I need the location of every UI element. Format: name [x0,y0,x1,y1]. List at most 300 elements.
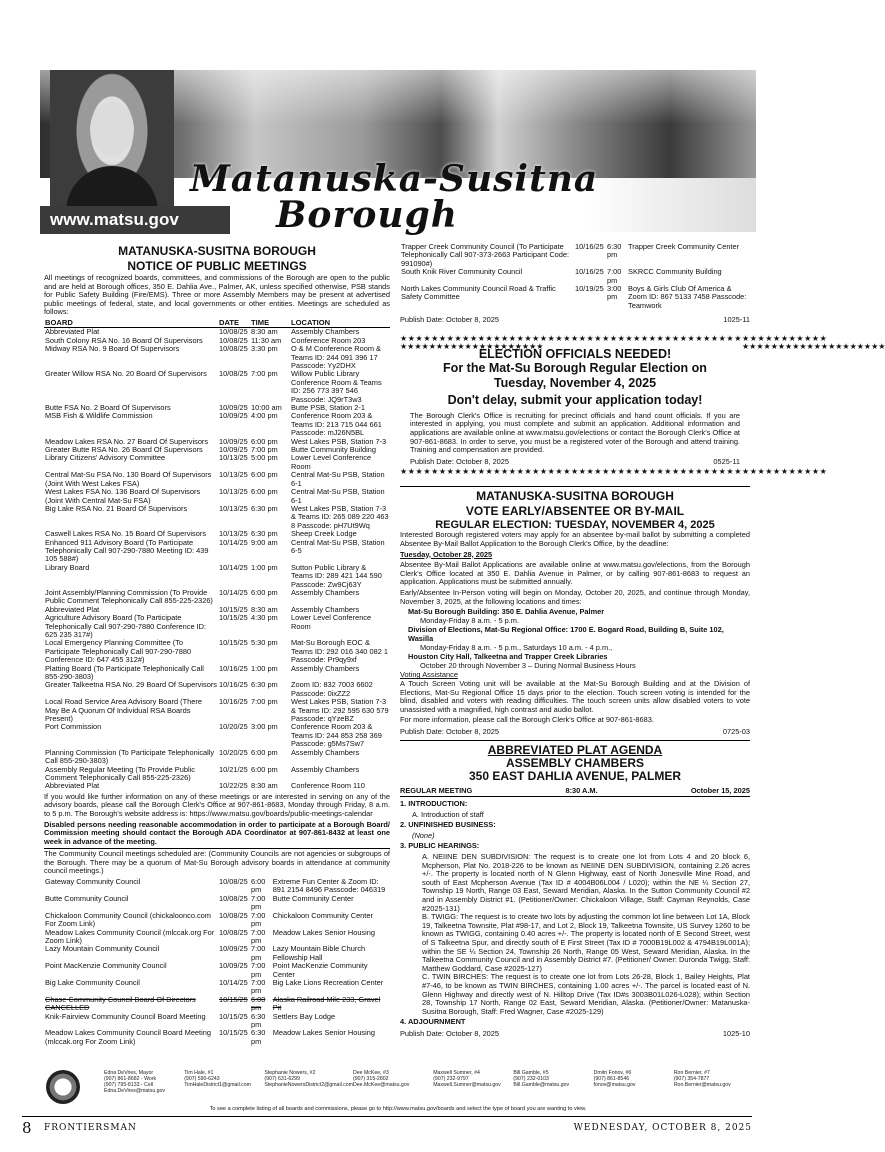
table-row [44,878,390,895]
board-name: Local Emergency Planning Committee (To Participate Telephonically Call 907-290-7880 Conference ID: 647 455 312#) [45,638,192,665]
member-line: Tim Hale, #1 [184,1070,214,1076]
meeting-location: Chickaloon Community Center [272,910,373,920]
election-publish-line [410,458,740,467]
meeting-date: 10/13/25 [219,470,248,480]
meeting-date: 10/14/25 [219,587,248,597]
meeting-date: 10/09/25 [219,944,248,954]
vote-deadline: Tuesday, October 28, 2025 [400,549,493,559]
board-name: Local Road Service Area Advisory Board (There May Be A Quorum Of Individual RSA Boards Present) [45,697,202,724]
board-name: Abbreviated Plat [45,781,100,791]
meeting-date: 10/21/25 [219,764,248,774]
meeting-time: 1:00 pm [251,562,278,572]
board-name: Lazy Mountain Community Council [45,944,160,954]
plat-publish-line [400,1030,750,1039]
meeting-date: 10/13/25 [219,503,248,513]
meetings-table [44,319,390,791]
vote-title: MATANUSKA-SUSITNA BOROUGH [476,489,674,504]
member-contact [513,1070,593,1094]
meeting-date: 10/16/25 [219,697,248,707]
member-line: (907) 232-0103 [513,1076,549,1082]
publish-date: Publish Date: October 8, 2025 [400,726,500,736]
meeting-location: Lower Level Conference Room [291,453,372,471]
info-paragraph: If you would like further information on any of these meetings or are interested in serving on any of the advisory boards, please call the Borough Clerk's Office at 907-861-8683, Monday through Friday, 8 a.m. to 5 p.m. The Borough's website address is: https://www.matsu.gov/boards/public-meetings-calendar [44,791,390,818]
table-row [44,665,390,682]
agenda-item: 4. ADJOURNMENT [400,1017,466,1027]
member-line: Ron.Bernier@matsu.gov [673,1082,731,1088]
meeting-time: 6:30 pm [251,529,278,539]
meeting-time: 7:00 pm [251,697,278,707]
meeting-date: 10/08/25 [219,344,248,354]
meeting-time: 7:00 pm [251,893,266,912]
community-table-continued [400,243,750,310]
meeting-location: Lower Level Conference Room [291,613,372,631]
agenda-subitem: (None) [412,830,435,840]
election-headline: ELECTION OFFICIALS NEEDED! [478,346,672,361]
meeting-location: SKRCC Community Building [628,267,722,277]
plat-address: 350 EAST DAHLIA AVENUE, PALMER [468,769,682,784]
meeting-time: 7:00 pm [251,910,266,929]
meeting-time: 6:30 pm [251,1028,266,1046]
meeting-location: Meadow Lakes Senior Housing [272,927,375,937]
meeting-date: October 15, 2025 [690,786,750,796]
election-subhead-2: Tuesday, November 4, 2025 [493,375,657,390]
star-border-top: ★★★★★★★★★★★★★★★★★★★★★★★★★★★★★★★★★★★★★★★★★★★★★★★★★★★★★★★ [400,333,828,343]
meeting-time: 7:00 pm [251,977,266,996]
community-intro: The Community Council meetings scheduled are: (Community Councils are not agencies or subgroups of the Borough. There may be a quorum of Mat-Su Borough advisory boards in attendance at community council meetings.) [44,849,390,876]
board-name: Greater Butte RSA No. 26 Board Of Supervisors [45,445,203,455]
member-contact [433,1070,513,1094]
meeting-location: Extreme Fun Center & Zoom ID: 891 2154 8496 Passcode: 046319 [272,877,386,895]
board-name: Joint Assembly/Planning Commission (To Provide Public Comment Telephonically Call 855-225-2326) [45,587,213,606]
meeting-location: Central Mat-Su PSB, Station 6-1 [291,487,385,505]
table-row [400,243,750,268]
meeting-date: 10/09/25 [219,411,248,421]
meeting-time: 11:30 am [251,335,282,345]
vote-p2: Absentee By-Mail Ballot Applications are available online at www.matsu.gov/elections, from the Borough Clerk's Office located at 350 E. Dahlia Avenue in Palmer, or by calling 907-861-8683 to request an application. Applications must be submitted annually. [400,560,750,587]
meeting-time: 8:30 am [251,604,278,614]
meeting-location: Sutton Public Library & Teams ID: 289 421 144 590 Passcode: Zw9Cj63Y [291,562,382,589]
vote-locations [408,608,750,670]
meeting-date: 10/09/25 [219,403,248,413]
meeting-date: 10/16/25 [219,663,248,673]
member-line: (907) 590-6243 [184,1076,220,1082]
borough-title: Matanuska-Susitna [190,158,599,200]
board-name: Platting Board (To Participate Telephonically Call 855-290-3803) [45,663,204,682]
member-line: fonov@matsu.gov [593,1082,636,1088]
member-line: (907) 315-2802 [353,1076,389,1082]
boards-footnote: To see a complete listing of all boards and commissions, please go to http://www.matsu.gov/boards and select the type of board you are wanting to view. [209,1106,587,1112]
meeting-time: 1:00 pm [251,663,278,673]
meeting-time: 6:00 pm [251,470,278,480]
meeting-date: 10/15/25 [219,613,248,623]
member-line: Stephanie Nowers, #2 [264,1070,316,1076]
table-row [44,723,390,748]
meeting-location: Butte PSB, Station 2-1 [291,403,365,413]
agenda-item: 3. PUBLIC HEARINGS: [400,841,480,851]
meeting-location: Assembly Chambers [291,327,360,337]
col-board: BOARD [44,319,218,328]
meeting-date: 10/15/25 [219,1028,248,1038]
meeting-time: 8:30 A.M. [565,786,598,796]
table-row [44,412,390,437]
col-date: DATE [218,319,250,328]
meeting-location: Conference Room 110 [291,781,365,791]
table-row [400,285,750,310]
notice-intro: All meetings of recognized boards, committees, and commissions of the Borough are open to the public and are held at Borough offices, 350 E. Dahlia Ave., Palmer, AK, unless specified otherwise, PSB stands for Public Safety Building (Fire/EMS). Three or more Assembly Members may be present at advertised public meetings of federal, state, and local governments or other entities. Meetings are scheduled as follows: [44,273,390,317]
election-code: 0525-11 [713,456,740,466]
borough-footer [40,1066,756,1114]
meeting-location: Conference Room 203 [291,335,366,345]
table-row [44,979,390,996]
board-name: Abbreviated Plat [45,604,100,614]
meeting-time: 5:00 pm [251,453,278,463]
vote-election-date: REGULAR ELECTION: TUESDAY, NOVEMBER 4, 2025 [435,519,715,532]
divider [400,740,750,741]
meeting-location: Assembly Chambers [291,663,360,673]
meeting-time: 7:00 pm [251,445,278,455]
board-name: South Knik River Community Council [401,267,523,277]
meeting-location: Central Mat-Su PSB, Station 6-1 [291,470,385,488]
member-contact [674,1070,754,1094]
meeting-date: 10/13/25 [219,529,248,539]
meeting-time: 6:30 pm [251,1011,266,1029]
member-line: Bill.Gamble@matsu.gov [513,1082,570,1088]
hearing-c: C. TWIN BIRCHES: The request is to create one lot from Lots 26-28, Block 1, Bailey Heights, Plat #7-46, to be known as TWIN BIRCHES, containing 1.00 acres +/-. The parcel is located east of N. Glenn Highway and directly west of N. Hilltop Drive (Tax ID#s 3003B01L026-L028); within Section 28, Township 17 North, Range 02 East, Seward Meridian, Alaska. (Petitioner/Owner: Matanuska-Susitna Borough, Staff: Fred Wagner, Case #2025-129) [422,972,750,1016]
meeting-location: Trapper Creek Community Center [628,242,740,251]
meeting-location: Zoom ID: 832 7003 6602 Passcode: 0ixZZ2 [291,680,373,698]
table-row [44,505,390,530]
board-name: Midway RSA No. 9 Board Of Supervisors [45,344,180,354]
board-name: South Colony RSA No. 16 Board Of Supervisors [45,335,203,345]
meeting-location: Big Lake Lions Recreation Center [272,977,384,987]
board-name: Agriculture Advisory Board (To Participate Telephonically Call 907-290-7880 Conference ID: 625 235 317#) [45,613,207,639]
member-line: StephanieNowersDistrict2@gmail.com [264,1082,353,1088]
cancelled-label: CANCELLED [45,1003,90,1013]
hearing-a: A. NEIINE DEN SUBDIVISION: The request is to create one lot from Lots 4 and 20 block 6, Mcpherson, Plat No. 2018-226 to be known as NEIINE DEN SUBDIVISION, containing 2.26 acres +/-. The property is located north of N Glenn Highway, east of North Jonesville Mine Road, and south of East Mcpherson Avenue (Tax ID # 4004B06L004 / L020); within the NE ¼ Section 27, Township 19 North, Range 03 East, Seward Meridian, Alaska. In the Sutton Community Council #2 and in Assembly District #1. (Petitioner/Owner: Chickaloon Village, Staff: Cayman Reynolds, Case #2025-131) [422,852,750,913]
meeting-location: Butte Community Building [291,445,377,455]
meeting-time: 7:00 pm [251,927,266,945]
table-row [44,564,390,589]
plat-code: 1025-10 [722,1028,750,1038]
voting-assistance: A Touch Screen Voting unit will be available at the Mat-Su Borough Building and at the Division of Elections, Mat-Su Regional Office 15 days prior to the election. Touch screen voting is intended for the blind, disabled and voters with reading difficulties. The touch screen units allow disabled voters to vote unassisted with a magnified, high contrast and audio ballot. [400,678,750,714]
meeting-location: West Lakes PSB, Station 7-3 & Teams ID: 265 089 220 463 8 Passcode: pH7Ut9Wq [291,503,389,530]
meeting-location: Boys & Girls Club Of America & Zoom ID: 867 5133 7458 Passcode: Teamwork [628,284,747,310]
plat-title: ABBREVIATED PLAT AGENDA [487,743,663,758]
meeting-date: 10/08/25 [219,877,248,887]
publish-date: Publish Date: October 8, 2025 [400,1028,500,1038]
member-contact [104,1070,184,1094]
meeting-date: 10/08/25 [219,327,248,337]
star-border-bottom: ★★★★★★★★★★★★★★★★★★★★★★★★★★★★★★★★★★★★★★★★★★★★★★★★★★★★★★★ [400,467,828,477]
board-name: Greater Willow RSA No. 20 Board Of Supervisors [45,369,207,379]
meeting-date: 10/09/25 [219,436,248,446]
meeting-type: REGULAR MEETING [400,786,473,796]
list-item [408,608,750,625]
meeting-location: Assembly Chambers [291,764,360,774]
meeting-date: 10/08/25 [219,335,248,345]
member-line: Maxwell.Sumner@matsu.gov [433,1082,501,1088]
board-name: MSB Fish & Wildlife Commission [45,411,153,421]
meeting-time: 6:00 pm [251,436,278,446]
meeting-time: 6:00 pm [251,487,278,497]
meeting-date: 10/15/25 [219,604,248,614]
board-name: Library Citizens' Advisory Committee [45,453,166,463]
member-line: (907) 631-6299 [264,1076,300,1082]
meeting-time: 10:00 am [251,403,282,413]
table-row [44,945,390,962]
board-name: Gateway Community Council [45,877,141,887]
board-name: North Lakes Community Council Road & Traffic Safety Committee [401,284,556,302]
voting-assistance-label: Voting Assistance [400,670,458,680]
board-name: West Lakes FSA No. 136 Board Of Supervisors (Joint With Central Mat-Su FSA) [45,487,201,505]
meeting-time: 6:30 pm [251,503,278,513]
table-row [44,782,390,790]
plat-meeting-line [400,787,750,797]
meeting-date: 10/20/25 [219,747,248,757]
vote-more-info: For more information, please call the Borough Clerk's Office at 907-861-8683. [400,715,654,725]
col-location: LOCATION [290,319,390,328]
member-line: Edna.DeVries@matsu.gov [104,1088,166,1094]
meeting-date: 10/08/25 [219,927,248,937]
meeting-location: Conference Room 203 & Teams ID: 213 715 044 661 Passcode: mJ26N5BL [291,411,382,438]
board-name: Butte Community Council [45,893,129,903]
board-name: Assembly Regular Meeting (To Provide Public Comment Telephonically Call 855-225-2326) [45,764,195,782]
board-name: Planning Commission (To Participate Telephonically Call 855-290-3803) [45,747,215,766]
election-body: The Borough Clerk's Office is recruiting for precinct officials and hand count officials. If you are interested in applying, you must complete and submit an application. Additional information and applications are available online at www.matsu.gov/elections or contact the Borough Clerk's Office at 907-861-8683. In order to serve, you must be a registered voter of the Borough and attend training. Training and compensation are provided. [410,410,740,455]
star-border-right: ★★★★★★★★★★★★★★★★★★★★ [742,341,885,351]
list-item [408,653,750,670]
meeting-date: 10/15/25 [219,638,248,648]
board-name: Point MacKenzie Community Council [45,961,167,971]
table-row [44,1029,390,1046]
member-line: (907) 354-7877 [673,1076,710,1082]
board-name: Big Lake RSA No. 21 Board Of Supervisors [45,503,188,513]
location-name: Division of Elections, Mat-Su Regional Office: 1700 E. Bogard Road, Building B, Suite 102, Wasilla [408,625,724,643]
board-name: Chickaloon Community Council (chickaloonco.com For Zoom Link) [45,910,211,929]
meeting-location: Meadow Lakes Senior Housing [272,1028,375,1038]
meeting-date: 10/16/25 [575,242,604,251]
meeting-time: 9:00 am [251,537,278,547]
meeting-time: 7:00 pm [607,267,622,285]
borough-subtitle: Borough [276,194,458,236]
table-row [44,749,390,766]
board-name: Meadow Lakes Community Council Board Meeting (mlccak.org For Zoom Link) [45,1028,211,1046]
meeting-date: 10/09/25 [219,445,248,455]
meeting-location: Alaska Railroad Mile 233, Gravel Pit [272,994,381,1013]
member-line: Maxwell Sumner, #4 [433,1070,480,1076]
member-line: Ron Bernier, #7 [673,1070,710,1076]
meeting-date: 10/09/25 [219,961,248,971]
location-name: Houston City Hall, Talkeetna and Trapper Creek Libraries [408,652,608,662]
meeting-location: O & M Conference Room & Teams ID: 244 091 396 17 Passcode: Yy2DHX [291,344,381,370]
table-row [44,962,390,979]
meeting-location: Mat-Su Borough EOC & Teams ID: 292 016 340 082 1 Passcode: Pr9qy9xf [291,638,388,665]
meeting-date: 10/16/25 [219,680,248,690]
meetings-body [44,328,390,791]
vote-p3: Early/Absentee In-Person voting will begin on Monday, October 20, 2025, and continue through Monday, November 3, 2025, at the following locations and times: [400,587,750,606]
table-row [44,639,390,664]
community-body-continued [400,243,750,310]
meeting-location: West Lakes PSB, Station 7-3 & Teams ID: 292 595 630 579 Passcode: qYzeBZ [291,697,389,724]
meeting-location: Lazy Mountain Bible Church Fellowship Hall [272,944,366,962]
member-line: Dee.McKee@matsu.gov [353,1082,410,1088]
left-column [44,243,390,1046]
board-name: Caswell Lakes RSA No. 15 Board Of Supervisors [45,529,207,539]
table-row [44,488,390,505]
ada-notice: Disabled persons needing reasonable accommodation in order to participate at a Borough Board/ Commission meeting should contact the Borough ADA Coordinator at 907-861-8432 at least one week in advance of the meeting. [44,819,390,846]
meeting-date: 10/08/25 [219,893,248,903]
meeting-date: 10/14/25 [219,977,248,987]
meeting-time: 7:00 pm [251,944,266,962]
member-line: Dee McKee, #3 [353,1070,389,1076]
table-row [44,345,390,370]
board-name: Greater Talkeetna RSA No. 29 Board Of Supervisors [45,680,217,690]
meeting-time: 6:00 pm [251,994,266,1013]
table-row [44,614,390,639]
election-officials-box [400,333,885,477]
meeting-location: Conference Room 203 & Teams ID: 244 853 258 369 Passcode: g5Ms7Sw7 [291,722,382,749]
meeting-time: 6:00 pm [251,764,278,774]
meeting-location: Assembly Chambers [291,747,360,757]
meeting-date: 10/08/25 [219,910,248,920]
publish-date: Publish Date: October 8, 2025 [410,456,510,466]
meeting-time: 6:00 pm [251,747,278,757]
vote-subtitle: VOTE EARLY/ABSENTEE OR BY-MAIL [465,504,685,519]
member-contact [353,1070,433,1094]
vote-p1: Interested Borough registered voters may apply for an absentee by-mail ballot by submitting a completed Absentee By-Mail Ballot Application to the Borough Clerk's Office, by the deadline: [400,530,750,548]
meeting-time: 8:30 am [251,781,278,791]
board-name: Enhanced 911 Advisory Board (To Participate Telephonically Call 907-290-7880 Meeting ID: 439 105 588#) [45,537,209,564]
meeting-date: 10/14/25 [219,562,248,572]
meeting-time: 7:00 pm [251,369,278,379]
table-row [44,454,390,471]
member-contact [264,1070,353,1094]
table-row [44,895,390,912]
meeting-date: 10/14/25 [219,537,248,547]
notice-publish-line [400,316,750,325]
meeting-time: 6:00 pm [251,877,266,895]
member-line: Dmitri Fonov, #6 [593,1070,632,1076]
member-line: (907) 861-8546 [593,1076,630,1082]
location-time: October 20 through November 3 – During Normal Business Hours [420,660,636,670]
meeting-date: 10/13/25 [219,487,248,497]
meeting-date: 10/08/25 [219,369,248,379]
list-item [408,626,750,652]
divider [400,486,750,487]
meeting-time: 6:30 pm [607,242,622,260]
col-time: TIME [250,319,290,328]
board-name: Trapper Creek Community Council (To Participate Telephonically Call 907-373-2663 Participant Code: 991090#) [401,242,570,268]
board-name: Port Commission [45,722,102,732]
meeting-time: 6:00 pm [251,587,278,597]
location-time: Monday-Friday 8 a.m. - 5 p.m., Saturdays 10 a.m. - 4 p.m., [420,642,613,652]
member-contact [184,1070,264,1094]
table-row [44,589,390,606]
meeting-location: Sheep Creek Lodge [291,529,357,539]
meeting-date: 10/16/25 [575,267,604,277]
agenda-item: 2. UNFINISHED BUSINESS: [400,820,496,830]
location-time: Monday-Friday 8 a.m. - 5 p.m. [420,615,519,625]
meeting-date: 10/19/25 [575,284,604,294]
meeting-location: Willow Public Library Conference Room & Teams ID: 256 773 397 546 Passcode: JQ9rT3w3 [291,369,382,404]
meeting-date: 10/20/25 [219,722,248,732]
meeting-time: 7:00 pm [251,961,266,979]
board-name: Library Board [45,562,90,572]
meeting-location: Point MacKenzie Community Center [272,961,368,979]
table-row [44,539,390,564]
table-row [44,929,390,946]
meeting-location: Settlers Bay Lodge [272,1011,336,1021]
board-name: Knik-Fairview Community Council Board Meeting [45,1011,206,1021]
borough-seal-icon [46,1070,80,1104]
vote-code: 0725-03 [722,726,750,736]
agenda-item: 1. INTRODUCTION: [400,799,468,809]
board-name: Big Lake Community Council [45,977,140,987]
notice-subtitle: NOTICE OF PUBLIC MEETINGS [127,259,307,273]
plat-location: ASSEMBLY CHAMBERS [505,756,645,771]
issue-date: WEDNESDAY, OCTOBER 8, 2025 [573,1123,752,1133]
table-row [44,681,390,698]
agenda-subitem: A. Introduction of staff [412,809,484,819]
notice-code: 1025-11 [723,315,750,325]
table-row [44,698,390,723]
meeting-time: 4:00 pm [251,411,278,421]
election-subhead-1: For the Mat-Su Borough Regular Election on [443,360,707,375]
meeting-date: 10/15/25 [219,994,248,1004]
meeting-time: 3:00 pm [607,284,622,302]
member-line: Edna DeVries, Mayor [104,1070,154,1076]
member-line: (907) 795-8133 - Cell [104,1082,154,1088]
meeting-time: 8:30 am [251,327,278,337]
meeting-time: 3:00 pm [251,722,278,732]
page-number: 8 [22,1119,32,1137]
board-name: Meadow Lakes RSA No. 27 Board Of Supervisors [45,436,209,446]
board-name: Central Mat-Su FSA No. 130 Board Of Supervisors (Joint With West Lakes FSA) [45,470,212,488]
board-name: Abbreviated Plat [45,327,100,337]
meeting-time: 6:30 pm [251,680,278,690]
borough-url[interactable]: www.matsu.gov [40,206,230,234]
portrait-face [90,102,134,156]
member-line: (907) 861-8682 - Work [104,1076,157,1082]
right-column [400,242,885,1039]
community-table [44,878,390,1046]
page-footer [22,1116,752,1135]
meeting-date: 10/22/25 [219,781,248,791]
table-row [44,471,390,488]
election-cta: Don't delay, submit your application today! [447,392,703,407]
board-name: Meadow Lakes Community Council (mlccak.org For Zoom Link) [45,927,215,945]
community-body [44,878,390,1046]
meeting-location: Assembly Chambers [291,587,360,597]
meeting-time: 4:30 pm [251,613,278,623]
notice-title: MATANUSKA-SUSITNA BOROUGH [118,244,316,258]
member-line: Bill Gamble, #5 [513,1070,549,1076]
meeting-time: 3:30 pm [251,344,278,354]
member-contact [594,1070,674,1094]
meeting-date: 10/13/25 [219,453,248,463]
star-border-left: ★★★★★★★★★★★★★★★★★★★★ [400,341,544,351]
meeting-date: 10/15/25 [219,1011,248,1021]
table-row [44,912,390,929]
hearing-b: B. TWIGG: The request is to create two lots by adjusting the common lot line between Lot 1A, Block 19, Talkeetna Townsite, Plat #98-17, and Lot 2, Block 19, Talkeetna Townsite, US Survey 1260 to be known as TWIGG, containing 0.40 acres +/-. The property is located north of E Second Street, west of S Talkeetna Spur, and directly south of E First Street (Tax ID # 7000B19L002 & 4794B19L001A); within the SE ¼ Section 24, Township 26 North, Range 05 West, Seward Meridian, Alaska. In the Talkeetna Community Council and in Assembly District #7. (Petitioner/ Owner: Duronda Twigg, Staff: Matthew Goddard, Case #2025-127) [422,912,750,973]
meeting-location: Assembly Chambers [291,604,360,614]
meeting-location: West Lakes PSB, Station 7-3 [291,436,387,446]
meeting-location: Central Mat-Su PSB, Station 6-5 [291,537,385,555]
newspaper-name: FRONTIERSMAN [44,1123,137,1133]
table-row [44,1013,390,1030]
board-name: Chase Community Council Board Of Directors CANCELLED [45,994,196,1013]
member-line: (907) 232-9797 [433,1076,469,1082]
